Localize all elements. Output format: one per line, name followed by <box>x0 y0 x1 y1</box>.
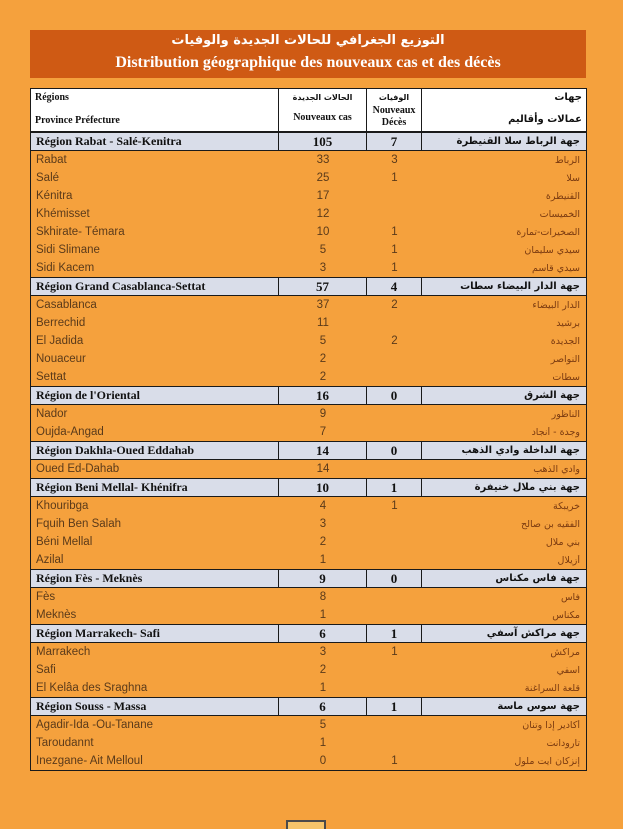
table-header-row <box>31 89 586 132</box>
province-row <box>31 368 586 386</box>
province-name: Nador <box>36 408 68 420</box>
province-new-cases: 2 <box>319 353 327 365</box>
province-name-arabic: الصخيرات-تمارة <box>516 226 580 238</box>
province-name-arabic: تارودانت <box>546 737 580 749</box>
region-name-arabic: جهة الشرق <box>524 390 580 401</box>
region-name: Région Beni Mellal- Khénifra <box>31 479 279 496</box>
province-name-arabic: الدار البيضاء <box>532 299 580 311</box>
province-row <box>31 423 586 441</box>
province-new-cases: 2 <box>319 536 327 548</box>
province-name: Khouribga <box>36 500 89 512</box>
province-name: Khémisset <box>36 208 90 220</box>
province-row <box>31 661 586 679</box>
province-new-cases: 37 <box>316 299 330 311</box>
region-row <box>31 624 586 643</box>
province-new-deaths: 2 <box>391 335 398 347</box>
province-row <box>31 169 586 187</box>
region-name: Région Grand Casablanca-Settat <box>31 278 279 295</box>
title-arabic: التوزيع الجغرافي للحالات الجديدة والوفيات <box>171 33 445 48</box>
province-new-deaths: 1 <box>391 226 398 238</box>
province-name-arabic: النواصر <box>550 353 580 365</box>
cases-table <box>30 88 587 771</box>
province-row <box>31 679 586 697</box>
province-new-cases: 33 <box>316 154 330 166</box>
province-name-arabic: قلعة السراغنة <box>524 682 580 694</box>
province-row <box>31 151 586 169</box>
province-row <box>31 606 586 624</box>
region-new-deaths: 0 <box>367 387 422 404</box>
province-name-arabic: الناظور <box>551 408 580 420</box>
province-name-arabic: سلا <box>566 172 580 184</box>
province-row <box>31 716 586 734</box>
region-name: Région Marrakech- Safi <box>31 625 279 642</box>
province-name: Inezgane- Ait Melloul <box>36 755 143 767</box>
table-body <box>31 132 586 770</box>
province-new-cases: 2 <box>319 664 327 676</box>
province-name-arabic: آسفي <box>556 664 580 676</box>
region-row <box>31 132 586 151</box>
province-row <box>31 350 586 368</box>
region-name: Région Souss - Massa <box>31 698 279 715</box>
province-row <box>31 551 586 569</box>
province-row <box>31 643 586 661</box>
province-name-arabic: أزيلال <box>557 554 580 566</box>
province-new-deaths: 1 <box>391 500 398 512</box>
province-new-cases: 3 <box>319 262 327 274</box>
region-new-cases: 6 <box>279 625 367 642</box>
province-name-arabic: سيدي سليمان <box>524 244 580 256</box>
province-new-cases: 3 <box>319 518 327 530</box>
province-new-cases: 5 <box>319 719 327 731</box>
province-name-arabic: الجديدة <box>550 335 580 347</box>
region-new-cases: 10 <box>279 479 367 496</box>
province-new-cases: 10 <box>316 226 330 238</box>
region-name-arabic: جهة الدار البيضاء سطات <box>460 281 580 292</box>
province-name-arabic: أكادير إدا وتنان <box>522 719 580 731</box>
province-name: Casablanca <box>36 299 97 311</box>
region-row <box>31 697 586 716</box>
province-new-cases: 14 <box>316 463 330 475</box>
province-name: Berrechid <box>36 317 86 329</box>
province-row <box>31 259 586 277</box>
region-name-arabic: جهة بني ملال خنيفرة <box>474 482 580 493</box>
region-row <box>31 569 586 588</box>
province-row <box>31 296 586 314</box>
province-name: Agadir-Ida -Ou-Tanane <box>36 719 153 731</box>
province-new-cases: 1 <box>319 737 327 749</box>
region-row <box>31 277 586 296</box>
title-french: Distribution géographique des nouveaux cas et des décès <box>115 54 501 71</box>
province-name: El Jadida <box>36 335 84 347</box>
province-name-arabic: خريبكة <box>553 500 580 512</box>
region-new-deaths: 7 <box>367 133 422 150</box>
region-new-cases: 9 <box>279 570 367 587</box>
province-new-cases: 0 <box>319 755 327 767</box>
region-new-deaths: 1 <box>367 625 422 642</box>
province-name-arabic: وجدة - أنجاد <box>531 426 580 438</box>
province-new-cases: 2 <box>319 371 327 383</box>
region-row <box>31 478 586 497</box>
region-new-deaths: 0 <box>367 442 422 459</box>
province-row <box>31 223 586 241</box>
province-name: Béni Mellal <box>36 536 93 548</box>
col-header-regions: Régions Province Préfecture <box>31 89 279 131</box>
province-name: Settat <box>36 371 67 383</box>
region-name: Région Fès - Meknès <box>31 570 279 587</box>
province-name-arabic: إنزكان آيت ملول <box>514 755 580 767</box>
province-new-deaths: 1 <box>391 172 398 184</box>
province-new-deaths: 1 <box>391 262 398 274</box>
province-name: Meknès <box>36 609 77 621</box>
province-name-arabic: الرباط <box>554 154 580 166</box>
province-name-arabic: الفقيه بن صالح <box>520 518 580 530</box>
region-name-arabic: جهة فاس مكناس <box>495 573 580 584</box>
province-name: Sidi Slimane <box>36 244 100 256</box>
province-name: Oued Ed-Dahab <box>36 463 120 475</box>
col-header-new-cases: الحالات الجديدة Nouveaux cas <box>279 89 367 131</box>
province-name: Azilal <box>36 554 64 566</box>
province-row <box>31 533 586 551</box>
region-new-cases: 105 <box>279 133 367 150</box>
province-new-cases: 5 <box>319 335 327 347</box>
province-row <box>31 241 586 259</box>
region-new-deaths: 1 <box>367 698 422 715</box>
province-new-cases: 1 <box>319 682 327 694</box>
province-name-arabic: برشيد <box>556 317 580 329</box>
province-row <box>31 588 586 606</box>
province-name: Safi <box>36 664 56 676</box>
province-new-cases: 9 <box>319 408 327 420</box>
province-name: Fès <box>36 591 56 603</box>
province-name-arabic: فاس <box>560 591 580 603</box>
province-name: Marrakech <box>36 646 91 658</box>
region-new-cases: 16 <box>279 387 367 404</box>
province-new-cases: 3 <box>319 646 327 658</box>
footer-logo <box>286 820 326 829</box>
province-new-cases: 11 <box>317 317 329 329</box>
province-new-cases: 7 <box>319 426 327 438</box>
province-new-cases: 12 <box>316 208 330 220</box>
province-row <box>31 405 586 423</box>
province-name-arabic: وادي الذهب <box>533 463 580 475</box>
province-new-cases: 17 <box>316 190 330 202</box>
province-new-deaths: 3 <box>391 154 398 166</box>
region-name-arabic: جهة سوس ماسة <box>497 701 580 712</box>
region-name: Région Dakhla-Oued Eddahab <box>31 442 279 459</box>
province-new-deaths: 1 <box>391 646 398 658</box>
province-new-cases: 25 <box>316 172 330 184</box>
province-row <box>31 187 586 205</box>
region-new-cases: 6 <box>279 698 367 715</box>
province-name-arabic: القنيطرة <box>545 190 580 202</box>
col-header-arabic-regions: جهات عمالات وأقاليم <box>508 92 582 125</box>
region-new-cases: 57 <box>279 278 367 295</box>
province-name: Sidi Kacem <box>36 262 95 274</box>
province-new-cases: 8 <box>319 591 327 603</box>
province-name: Skhirate- Témara <box>36 226 125 238</box>
province-row <box>31 332 586 350</box>
report-header <box>30 30 586 78</box>
province-row <box>31 205 586 223</box>
province-new-deaths: 2 <box>391 299 398 311</box>
province-new-cases: 1 <box>319 554 327 566</box>
region-row <box>31 441 586 460</box>
province-name: Salé <box>36 172 60 184</box>
region-new-deaths: 0 <box>367 570 422 587</box>
province-name-arabic: مراكش <box>550 646 580 658</box>
province-row <box>31 314 586 332</box>
region-row <box>31 386 586 405</box>
region-new-deaths: 1 <box>367 479 422 496</box>
province-name: El Kelâa des Sraghna <box>36 682 148 694</box>
province-row <box>31 734 586 752</box>
province-new-deaths: 1 <box>391 244 398 256</box>
province-name-arabic: بني ملال <box>545 536 580 548</box>
region-name-arabic: جهة الرباط سلا القنيطرة <box>456 136 580 147</box>
region-name: Région Rabat - Salé-Kenitra <box>31 133 279 150</box>
province-name-arabic: سيدي قاسم <box>532 262 580 274</box>
province-row <box>31 515 586 533</box>
col-header-new-deaths: الوفيات Nouveaux Décès <box>367 89 422 131</box>
province-name: Fquih Ben Salah <box>36 518 122 530</box>
province-name-arabic: سطات <box>552 371 580 383</box>
region-new-cases: 14 <box>279 442 367 459</box>
province-new-cases: 1 <box>319 609 327 621</box>
region-name-arabic: جهة مراكش آسفي <box>486 628 580 639</box>
province-new-cases: 5 <box>319 244 327 256</box>
province-name: Rabat <box>36 154 67 166</box>
province-row <box>31 497 586 515</box>
province-name: Kénitra <box>36 190 73 202</box>
region-name: Région de l'Oriental <box>31 387 279 404</box>
province-name-arabic: مكناس <box>552 609 580 621</box>
province-row <box>31 460 586 478</box>
province-name: Oujda-Angad <box>36 426 104 438</box>
province-new-cases: 4 <box>319 500 327 512</box>
province-row <box>31 752 586 770</box>
province-new-deaths: 1 <box>391 755 398 767</box>
region-name-arabic: جهة الداخلة وادي الذهب <box>461 445 580 456</box>
region-new-deaths: 4 <box>367 278 422 295</box>
province-name-arabic: الخميسات <box>539 208 580 220</box>
province-name: Nouaceur <box>36 353 86 365</box>
province-name: Taroudannt <box>36 737 94 749</box>
